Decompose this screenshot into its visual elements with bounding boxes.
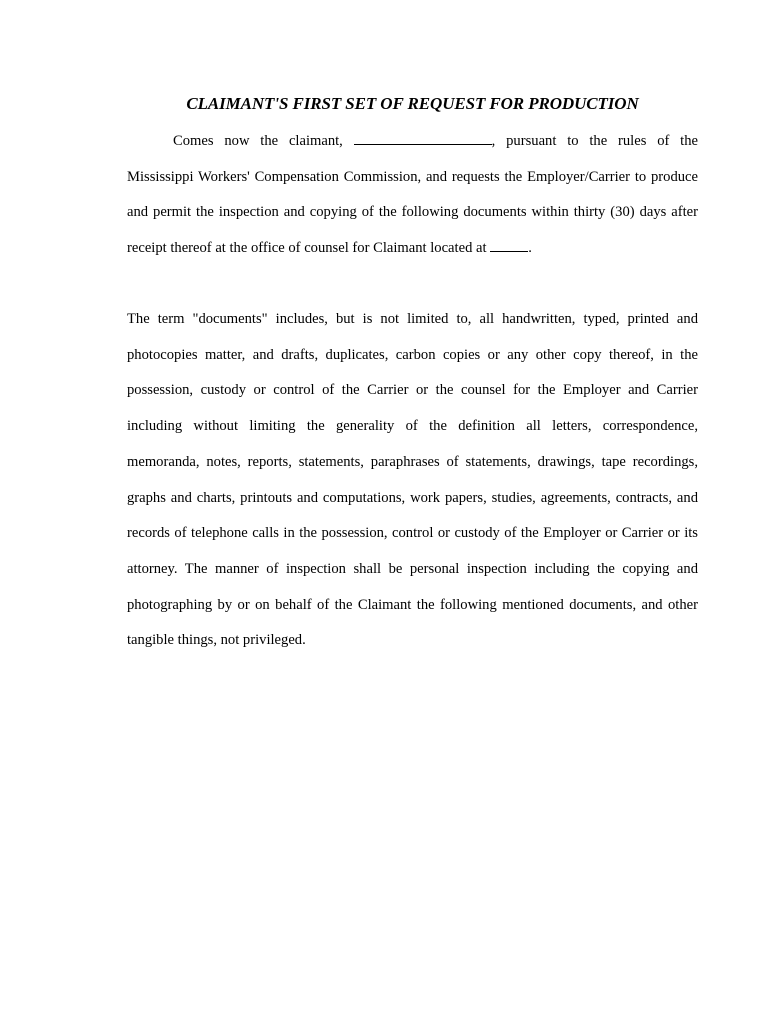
paragraph-documents-definition [127, 302, 698, 659]
paragraph-line: records of telephone calls in the possession, control or custody of the Employer or Carrier or its [127, 525, 698, 542]
line-text: . [528, 240, 532, 257]
paragraph-line: Mississippi Workers' Compensation Commission, and requests the Employer/Carrier to produce [127, 168, 698, 185]
paragraph-line: and permit the inspection and copying of the following documents within thirty (30) days after [127, 204, 698, 221]
line-text: receipt thereof at the office of counsel for Claimant located at [127, 240, 487, 257]
paragraph-line: memoranda, notes, reports, statements, paraphrases of statements, drawings, tape recordings, [127, 453, 698, 470]
counsel-location-blank [490, 237, 528, 252]
line-text: , pursuant to the rules of the [491, 133, 698, 149]
document-title: CLAIMANT'S FIRST SET OF REQUEST FOR PRODUCTION [186, 94, 639, 113]
paragraph-line: including without limiting the generality of the definition all letters, correspondence, [127, 418, 698, 435]
paragraph-line: The term "documents" includes, but is not limited to, all handwritten, typed, printed and [127, 311, 698, 327]
line-text: Comes now the claimant, [173, 133, 343, 149]
paragraph-line [127, 124, 698, 160]
paragraph-line: photocopies matter, and drafts, duplicates, carbon copies or any other copy thereof, in the [127, 346, 698, 363]
paragraph-line [127, 231, 698, 267]
paragraph-line: attorney. The manner of inspection shall be personal inspection including the copying and [127, 560, 698, 577]
paragraph-line: graphs and charts, printouts and computations, work papers, studies, agreements, contracts, and [127, 489, 698, 506]
paragraph-line: possession, custody or control of the Carrier or the counsel for the Employer and Carrier [127, 382, 698, 399]
paragraph-line: photographing by or on behalf of the Claimant the following mentioned documents, and other [127, 596, 698, 613]
claimant-name-blank [354, 130, 492, 145]
paragraph-line: tangible things, not privileged. [127, 632, 306, 649]
paragraph-intro [127, 124, 698, 267]
